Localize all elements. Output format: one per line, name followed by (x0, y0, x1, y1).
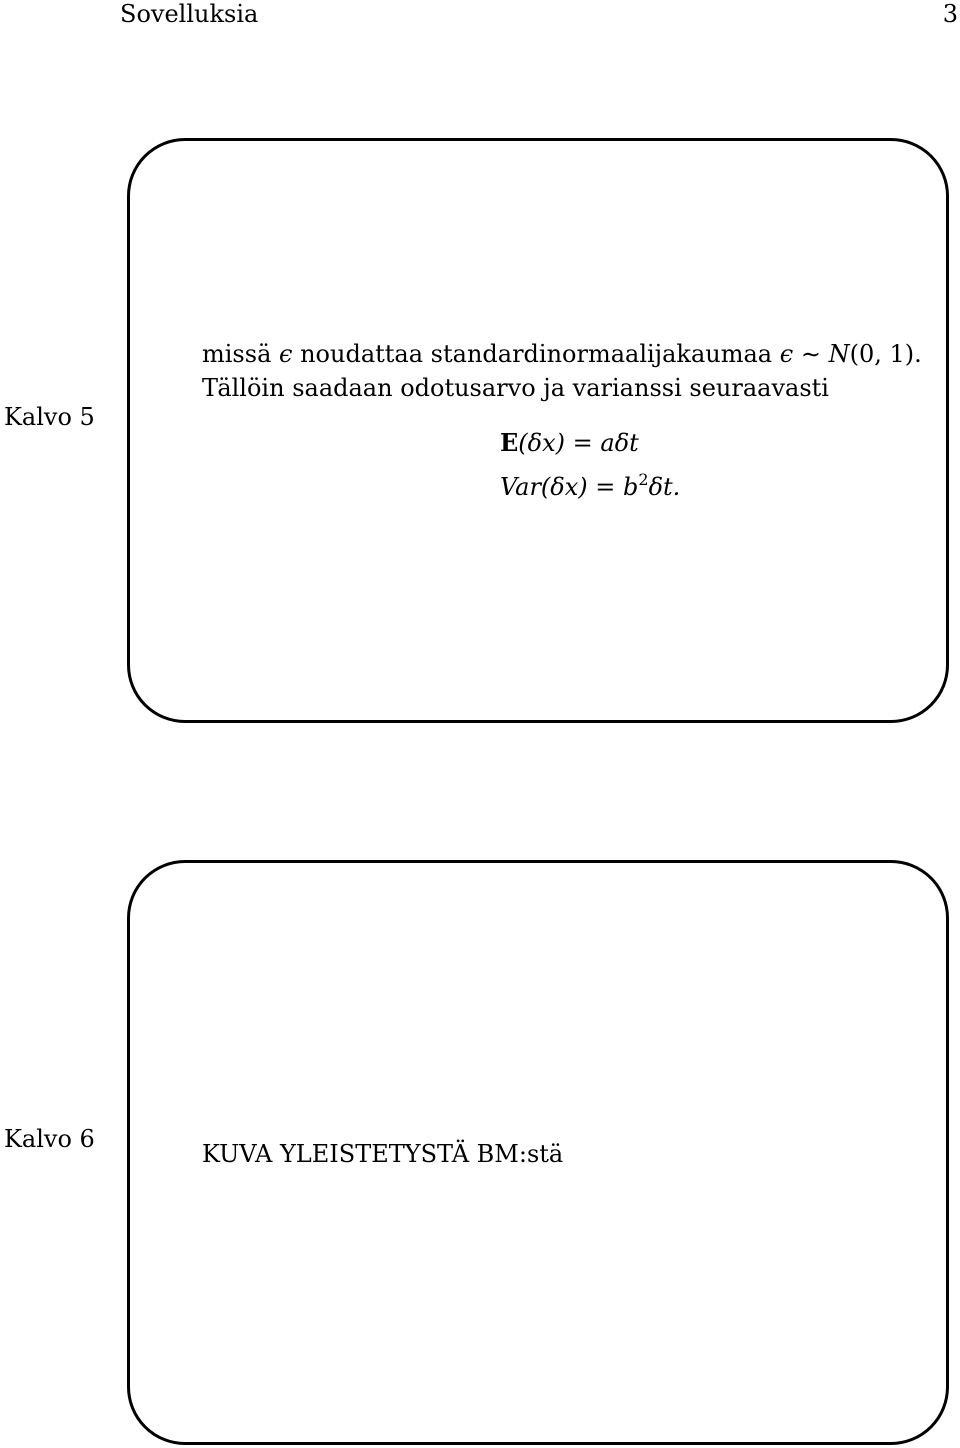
equals-sign-2: = (587, 473, 624, 501)
normal-dist-args: (0, 1). (849, 340, 922, 368)
text-missa: missä (202, 340, 280, 368)
variance-rhs-tail: δt. (648, 473, 681, 501)
slide-5-line-1 (202, 340, 922, 368)
slide-label-6: Kalvo 6 (4, 1125, 95, 1153)
variance-rhs-base: b (623, 473, 639, 501)
variance-rhs-exponent: 2 (638, 470, 649, 489)
page-number: 3 (942, 0, 958, 28)
epsilon-symbol: ϵ (279, 340, 293, 368)
expectation-operator: E (500, 428, 519, 457)
expectation-rhs: aδt (600, 429, 639, 457)
expectation-argument: (δx) (518, 429, 566, 457)
slide-label-5: Kalvo 5 (4, 403, 95, 431)
running-header-title: Sovelluksia (120, 0, 259, 28)
slide-6-body: KUVA YLEISTETYSTÄ BM:stä (202, 1140, 564, 1168)
slide-5-line-2: Tällöin saadaan odotusarvo ja varianssi seuraavasti (202, 374, 829, 402)
tilde-sim: ∼ (793, 340, 829, 368)
equals-sign: = (565, 429, 601, 457)
variance-operator: Var (500, 473, 541, 501)
epsilon-symbol-2: ϵ (779, 340, 794, 368)
text-noudattaa: noudattaa standardinormaalijakaumaa (292, 340, 780, 368)
equation-expectation (500, 428, 639, 458)
variance-argument: (δx) (540, 473, 588, 501)
equation-variance (500, 472, 680, 502)
normal-dist-N: N (828, 340, 850, 368)
